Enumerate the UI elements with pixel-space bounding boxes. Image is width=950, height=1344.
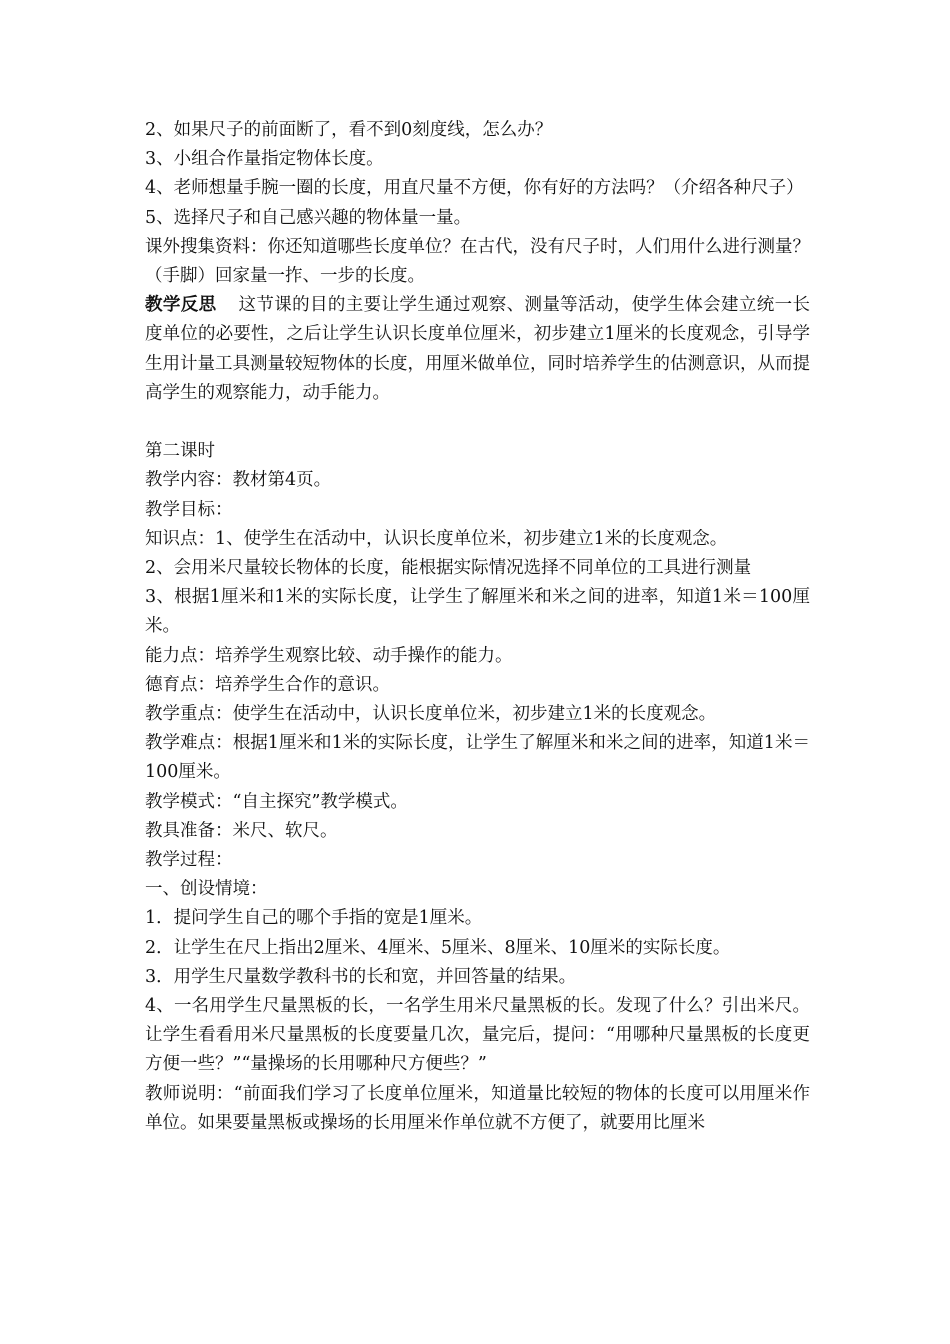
objective-knowledge-1: 知识点：1、使学生在活动中，认识长度单位米，初步建立1米的长度观念。 (145, 528, 728, 549)
paragraph-extracurricular: 课外搜集资料：你还知道哪些长度单位？在古代，没有尺子时，人们用什么进行测量？（手脚）回家量一拃、一步的长度。 (145, 236, 810, 287)
objective-knowledge-3: 3、根据1厘米和1米的实际长度，让学生了解厘米和米之间的进率，知道1米＝100厘米。 (145, 587, 810, 637)
lesson-process-heading: 教学过程： (145, 850, 233, 871)
process-step-3: 3．用学生尺量数学教科书的长和宽，并回答量的结果。 (145, 966, 577, 987)
paragraph-reflection (145, 291, 810, 408)
paragraph-step-3: 3、小组合作量指定物体长度。 (145, 149, 384, 170)
document-body (145, 116, 810, 1138)
lesson-title: 第二课时 (145, 441, 215, 462)
lesson-difficulty: 教学难点：根据1厘米和1米的实际长度，让学生了解厘米和米之间的进率，知道1米＝100厘米。 (145, 733, 810, 783)
reflection-text: 这节课的目的主要让学生通过观察、测量等活动，使学生体会建立统一长度单位的必要性，之后让学生认识长度单位厘米，初步建立1厘米的长度观念，引导学生用计量工具测量较短物体的长度，用厘米做单位，同时培养学生的估测意识，从而提高学生的观察能力，动手能力。 (145, 295, 811, 403)
process-section-1: 一、创设情境： (145, 879, 268, 900)
lesson-content: 教学内容：教材第4页。 (145, 470, 332, 491)
paragraph-step-5: 5、选择尺子和自己感兴趣的物体量一量。 (145, 207, 472, 228)
lesson-materials: 教具准备：米尺、软尺。 (145, 820, 338, 841)
process-step-4: 4、一名用学生尺量黑板的长，一名学生用米尺量黑板的长。发现了什么？引出米尺。让学生看看用米尺量黑板的长度要量几次，量完后，提问：“用哪种尺量黑板的长度更方便一些？”“量操场的长用哪种尺方便些？” (145, 996, 810, 1075)
process-step-1: 1．提问学生自己的哪个手指的宽是1厘米。 (145, 908, 483, 929)
objective-knowledge-2: 2、会用米尺量较长物体的长度，能根据实际情况选择不同单位的工具进行测量 (145, 558, 752, 579)
process-step-2: 2．让学生在尺上指出2厘米、4厘米、5厘米、8厘米、10厘米的实际长度。 (145, 937, 731, 958)
paragraph-step-2: 2、如果尺子的前面断了，看不到0刻度线，怎么办？ (145, 120, 553, 140)
reflection-label: 教学反思 (145, 295, 217, 316)
paragraph-step-4: 4、老师想量手腕一圈的长度，用直尺量不方便，你有好的方法吗？（介绍各种尺子） (145, 178, 804, 199)
lesson-key-point: 教学重点：使学生在活动中，认识长度单位米，初步建立1米的长度观念。 (145, 704, 717, 725)
lesson-objectives-heading: 教学目标： (145, 499, 233, 520)
teacher-explanation: 教师说明：“前面我们学习了长度单位厘米，知道量比较短的物体的长度可以用厘米作单位。如果要量黑板或操场的长用厘米作单位就不方便了，就要用比厘米 (145, 1083, 810, 1133)
lesson-mode: 教学模式：“自主探究”教学模式。 (145, 791, 408, 812)
blank-line (145, 408, 810, 437)
objective-moral: 德育点：培养学生合作的意识。 (145, 674, 390, 695)
objective-ability: 能力点：培养学生观察比较、动手操作的能力。 (145, 645, 513, 666)
